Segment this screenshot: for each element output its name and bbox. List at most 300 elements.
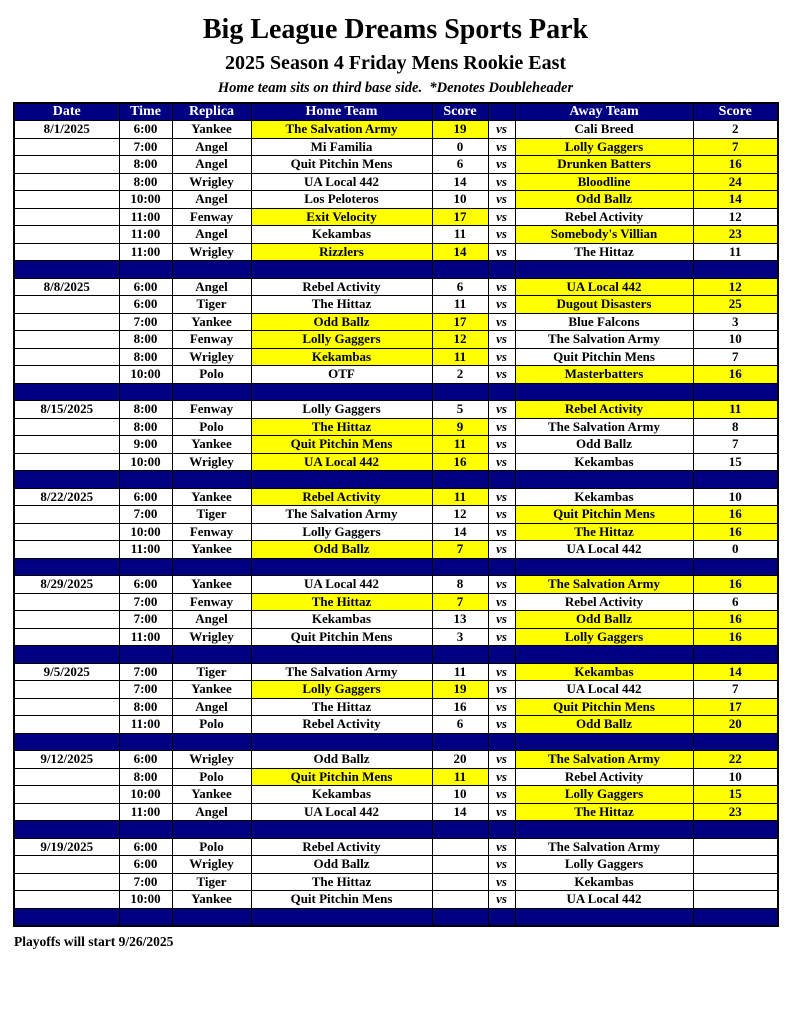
date-cell <box>14 436 119 454</box>
separator-cell <box>432 261 488 279</box>
game-row <box>14 278 778 296</box>
home-score-cell: 13 <box>432 611 488 629</box>
column-header-time: Time <box>119 103 172 121</box>
replica-cell: Polo <box>172 716 251 734</box>
away-score-cell: 14 <box>693 191 778 209</box>
date-cell <box>14 173 119 191</box>
separator-cell <box>119 383 172 401</box>
time-cell: 6:00 <box>119 278 172 296</box>
home-score-cell: 11 <box>432 436 488 454</box>
separator-cell <box>14 261 119 279</box>
separator-cell <box>14 646 119 664</box>
separator-cell <box>119 733 172 751</box>
away-team-cell: Somebody's Villian <box>515 226 693 244</box>
date-cell: 8/15/2025 <box>14 401 119 419</box>
away-score-cell: 16 <box>693 156 778 174</box>
away-score-cell: 22 <box>693 751 778 769</box>
away-team-cell: Rebel Activity <box>515 593 693 611</box>
time-cell: 8:00 <box>119 418 172 436</box>
away-team-cell: The Salvation Army <box>515 751 693 769</box>
home-team-cell: UA Local 442 <box>251 173 432 191</box>
page-title: Big League Dreams Sports Park <box>202 14 589 45</box>
home-team-cell: Los Peloteros <box>251 191 432 209</box>
home-team-cell: Kekambas <box>251 611 432 629</box>
game-row <box>14 786 778 804</box>
replica-cell: Tiger <box>172 663 251 681</box>
home-score-cell: 2 <box>432 366 488 384</box>
replica-cell: Yankee <box>172 541 251 559</box>
vs-cell: vs <box>488 436 515 454</box>
date-cell <box>14 786 119 804</box>
replica-cell: Fenway <box>172 401 251 419</box>
home-score-cell: 12 <box>432 506 488 524</box>
page-subtitle: 2025 Season 4 Friday Mens Rookie East <box>224 51 567 74</box>
away-team-cell: The Salvation Army <box>515 576 693 594</box>
replica-cell: Yankee <box>172 436 251 454</box>
date-cell <box>14 138 119 156</box>
game-row <box>14 173 778 191</box>
separator-cell <box>515 383 693 401</box>
away-team-cell: Odd Ballz <box>515 716 693 734</box>
away-team-cell: Kekambas <box>515 663 693 681</box>
away-team-cell: Quit Pitchin Mens <box>515 348 693 366</box>
date-cell: 8/8/2025 <box>14 278 119 296</box>
date-cell <box>14 628 119 646</box>
home-team-cell: The Hittaz <box>251 296 432 314</box>
home-team-cell: The Hittaz <box>251 873 432 891</box>
replica-cell: Angel <box>172 803 251 821</box>
away-score-cell: 17 <box>693 698 778 716</box>
date-cell <box>14 366 119 384</box>
home-score-cell <box>432 838 488 856</box>
game-row <box>14 751 778 769</box>
home-team-cell: Mi Familia <box>251 138 432 156</box>
home-score-cell: 14 <box>432 523 488 541</box>
home-score-cell: 11 <box>432 348 488 366</box>
home-team-cell: Odd Ballz <box>251 313 432 331</box>
separator-cell <box>693 733 778 751</box>
time-cell: 8:00 <box>119 698 172 716</box>
away-score-cell: 2 <box>693 121 778 139</box>
separator-cell <box>172 471 251 489</box>
time-cell: 10:00 <box>119 453 172 471</box>
away-score-cell: 11 <box>693 401 778 419</box>
away-team-cell: Odd Ballz <box>515 436 693 454</box>
separator-cell <box>251 558 432 576</box>
replica-cell: Fenway <box>172 523 251 541</box>
away-team-cell: Lolly Gaggers <box>515 856 693 874</box>
away-score-cell: 0 <box>693 541 778 559</box>
date-cell <box>14 331 119 349</box>
game-row <box>14 628 778 646</box>
separator-cell <box>515 558 693 576</box>
away-score-cell: 12 <box>693 208 778 226</box>
vs-cell: vs <box>488 628 515 646</box>
replica-cell: Tiger <box>172 873 251 891</box>
away-team-cell: Kekambas <box>515 488 693 506</box>
separator-cell <box>251 908 432 926</box>
separator-cell <box>14 471 119 489</box>
game-row <box>14 681 778 699</box>
home-score-cell: 10 <box>432 191 488 209</box>
home-team-cell: The Salvation Army <box>251 506 432 524</box>
separator-cell <box>432 908 488 926</box>
home-score-cell: 7 <box>432 541 488 559</box>
replica-cell: Yankee <box>172 576 251 594</box>
date-cell <box>14 681 119 699</box>
date-cell <box>14 873 119 891</box>
separator-cell <box>172 383 251 401</box>
game-row <box>14 873 778 891</box>
home-team-cell: Quit Pitchin Mens <box>251 436 432 454</box>
away-score-cell: 10 <box>693 488 778 506</box>
date-cell <box>14 453 119 471</box>
away-score-cell <box>693 838 778 856</box>
separator-cell <box>488 383 515 401</box>
home-team-cell: Kekambas <box>251 226 432 244</box>
time-cell: 8:00 <box>119 348 172 366</box>
date-cell <box>14 541 119 559</box>
replica-cell: Fenway <box>172 593 251 611</box>
time-cell: 6:00 <box>119 121 172 139</box>
date-cell: 9/19/2025 <box>14 838 119 856</box>
date-cell <box>14 891 119 909</box>
home-team-cell: Rizzlers <box>251 243 432 261</box>
replica-cell: Polo <box>172 366 251 384</box>
time-cell: 7:00 <box>119 873 172 891</box>
column-header-home-score: Score <box>432 103 488 121</box>
away-team-cell: Drunken Batters <box>515 156 693 174</box>
vs-cell: vs <box>488 873 515 891</box>
home-score-cell: 6 <box>432 716 488 734</box>
game-row <box>14 856 778 874</box>
separator-cell <box>14 383 119 401</box>
game-row <box>14 716 778 734</box>
time-cell: 11:00 <box>119 226 172 244</box>
separator-cell <box>488 821 515 839</box>
group-separator-row <box>14 558 778 576</box>
date-cell <box>14 593 119 611</box>
date-cell <box>14 348 119 366</box>
away-score-cell: 25 <box>693 296 778 314</box>
date-cell <box>14 856 119 874</box>
separator-cell <box>693 383 778 401</box>
date-cell <box>14 191 119 209</box>
away-team-cell: Odd Ballz <box>515 611 693 629</box>
vs-cell: vs <box>488 786 515 804</box>
vs-cell: vs <box>488 506 515 524</box>
away-team-cell: Kekambas <box>515 873 693 891</box>
home-team-cell: Rebel Activity <box>251 838 432 856</box>
time-cell: 11:00 <box>119 716 172 734</box>
replica-cell: Polo <box>172 768 251 786</box>
time-cell: 10:00 <box>119 891 172 909</box>
away-score-cell: 16 <box>693 576 778 594</box>
time-cell: 6:00 <box>119 751 172 769</box>
replica-cell: Yankee <box>172 891 251 909</box>
replica-cell: Angel <box>172 278 251 296</box>
vs-cell: vs <box>488 681 515 699</box>
date-cell <box>14 418 119 436</box>
time-cell: 6:00 <box>119 856 172 874</box>
home-team-cell: Quit Pitchin Mens <box>251 156 432 174</box>
home-score-cell: 7 <box>432 593 488 611</box>
vs-cell: vs <box>488 716 515 734</box>
separator-cell <box>119 908 172 926</box>
time-cell: 10:00 <box>119 191 172 209</box>
away-team-cell: Lolly Gaggers <box>515 138 693 156</box>
vs-cell: vs <box>488 541 515 559</box>
game-row <box>14 296 778 314</box>
home-team-cell: Rebel Activity <box>251 488 432 506</box>
time-cell: 10:00 <box>119 366 172 384</box>
vs-cell: vs <box>488 611 515 629</box>
time-cell: 7:00 <box>119 611 172 629</box>
home-team-note: Home team sits on third base side. *Denotes Doubleheader <box>217 79 574 96</box>
time-cell: 10:00 <box>119 523 172 541</box>
away-team-cell: Lolly Gaggers <box>515 628 693 646</box>
replica-cell: Wrigley <box>172 751 251 769</box>
date-cell <box>14 716 119 734</box>
game-row <box>14 418 778 436</box>
separator-cell <box>693 558 778 576</box>
home-team-cell: Lolly Gaggers <box>251 681 432 699</box>
time-cell: 11:00 <box>119 208 172 226</box>
away-team-cell: Rebel Activity <box>515 208 693 226</box>
away-team-cell: Blue Falcons <box>515 313 693 331</box>
vs-cell: vs <box>488 576 515 594</box>
group-separator-row <box>14 471 778 489</box>
schedule-body <box>14 121 778 927</box>
away-score-cell: 16 <box>693 611 778 629</box>
game-row <box>14 891 778 909</box>
home-team-cell: Kekambas <box>251 348 432 366</box>
date-cell: 9/12/2025 <box>14 751 119 769</box>
home-team-cell: Quit Pitchin Mens <box>251 891 432 909</box>
home-score-cell: 14 <box>432 243 488 261</box>
separator-cell <box>251 471 432 489</box>
time-cell: 6:00 <box>119 576 172 594</box>
schedule-table <box>13 102 779 928</box>
away-team-cell: Odd Ballz <box>515 191 693 209</box>
date-cell: 8/29/2025 <box>14 576 119 594</box>
vs-cell: vs <box>488 121 515 139</box>
date-cell <box>14 208 119 226</box>
separator-cell <box>488 646 515 664</box>
replica-cell: Yankee <box>172 313 251 331</box>
away-score-cell: 14 <box>693 663 778 681</box>
vs-cell: vs <box>488 243 515 261</box>
away-score-cell <box>693 891 778 909</box>
replica-cell: Yankee <box>172 121 251 139</box>
time-cell: 7:00 <box>119 506 172 524</box>
home-score-cell: 3 <box>432 628 488 646</box>
group-separator-row <box>14 821 778 839</box>
vs-cell: vs <box>488 296 515 314</box>
vs-cell: vs <box>488 366 515 384</box>
date-cell <box>14 296 119 314</box>
away-score-cell: 7 <box>693 138 778 156</box>
replica-cell: Angel <box>172 698 251 716</box>
separator-cell <box>488 471 515 489</box>
home-score-cell: 12 <box>432 331 488 349</box>
game-row <box>14 803 778 821</box>
separator-cell <box>693 261 778 279</box>
game-row <box>14 401 778 419</box>
vs-cell: vs <box>488 313 515 331</box>
vs-cell: vs <box>488 488 515 506</box>
replica-cell: Wrigley <box>172 453 251 471</box>
separator-cell <box>693 471 778 489</box>
separator-cell <box>14 558 119 576</box>
game-row <box>14 541 778 559</box>
separator-cell <box>119 821 172 839</box>
separator-cell <box>172 821 251 839</box>
away-team-cell: Dugout Disasters <box>515 296 693 314</box>
header-row <box>14 103 778 121</box>
group-separator-row <box>14 908 778 926</box>
replica-cell: Fenway <box>172 331 251 349</box>
game-row <box>14 191 778 209</box>
vs-cell: vs <box>488 226 515 244</box>
away-team-cell: Kekambas <box>515 453 693 471</box>
away-team-cell: Lolly Gaggers <box>515 786 693 804</box>
playoffs-note: Playoffs will start 9/26/2025 <box>14 934 174 950</box>
group-separator-row <box>14 383 778 401</box>
separator-cell <box>14 908 119 926</box>
vs-cell: vs <box>488 278 515 296</box>
home-team-cell: Lolly Gaggers <box>251 401 432 419</box>
away-team-cell: UA Local 442 <box>515 278 693 296</box>
column-header-away-team: Away Team <box>515 103 693 121</box>
away-score-cell: 7 <box>693 681 778 699</box>
replica-cell: Tiger <box>172 296 251 314</box>
away-team-cell: The Salvation Army <box>515 418 693 436</box>
replica-cell: Wrigley <box>172 856 251 874</box>
home-score-cell: 0 <box>432 138 488 156</box>
home-score-cell: 11 <box>432 488 488 506</box>
time-cell: 9:00 <box>119 436 172 454</box>
vs-cell: vs <box>488 453 515 471</box>
time-cell: 11:00 <box>119 628 172 646</box>
game-row <box>14 121 778 139</box>
home-team-cell: UA Local 442 <box>251 576 432 594</box>
home-score-cell: 6 <box>432 156 488 174</box>
replica-cell: Polo <box>172 418 251 436</box>
separator-cell <box>119 646 172 664</box>
group-separator-row <box>14 733 778 751</box>
away-score-cell: 10 <box>693 768 778 786</box>
away-score-cell: 3 <box>693 313 778 331</box>
game-row <box>14 698 778 716</box>
separator-cell <box>515 733 693 751</box>
away-score-cell: 16 <box>693 366 778 384</box>
separator-cell <box>251 383 432 401</box>
time-cell: 11:00 <box>119 803 172 821</box>
separator-cell <box>432 646 488 664</box>
game-row <box>14 488 778 506</box>
away-score-cell: 15 <box>693 453 778 471</box>
date-cell <box>14 506 119 524</box>
separator-cell <box>119 471 172 489</box>
away-score-cell <box>693 856 778 874</box>
home-team-cell: The Salvation Army <box>251 121 432 139</box>
column-header-date: Date <box>14 103 119 121</box>
separator-cell <box>172 733 251 751</box>
separator-cell <box>172 908 251 926</box>
time-cell: 11:00 <box>119 243 172 261</box>
date-cell <box>14 313 119 331</box>
away-score-cell: 23 <box>693 803 778 821</box>
separator-cell <box>515 821 693 839</box>
date-cell <box>14 698 119 716</box>
vs-cell: vs <box>488 401 515 419</box>
vs-cell: vs <box>488 891 515 909</box>
time-cell: 8:00 <box>119 331 172 349</box>
home-team-cell: UA Local 442 <box>251 453 432 471</box>
date-cell <box>14 226 119 244</box>
separator-cell <box>693 821 778 839</box>
game-row <box>14 663 778 681</box>
game-row <box>14 243 778 261</box>
away-team-cell: Rebel Activity <box>515 768 693 786</box>
time-cell: 10:00 <box>119 786 172 804</box>
home-team-cell: Quit Pitchin Mens <box>251 768 432 786</box>
separator-cell <box>432 558 488 576</box>
vs-cell: vs <box>488 751 515 769</box>
time-cell: 8:00 <box>119 156 172 174</box>
home-score-cell <box>432 856 488 874</box>
game-row <box>14 226 778 244</box>
away-team-cell: The Hittaz <box>515 803 693 821</box>
away-score-cell: 6 <box>693 593 778 611</box>
away-score-cell: 7 <box>693 436 778 454</box>
separator-cell <box>251 821 432 839</box>
away-score-cell: 20 <box>693 716 778 734</box>
away-score-cell: 16 <box>693 506 778 524</box>
home-score-cell <box>432 873 488 891</box>
away-team-cell: The Salvation Army <box>515 331 693 349</box>
game-row <box>14 208 778 226</box>
time-cell: 11:00 <box>119 541 172 559</box>
home-score-cell: 11 <box>432 226 488 244</box>
game-row <box>14 838 778 856</box>
time-cell: 6:00 <box>119 296 172 314</box>
game-row <box>14 348 778 366</box>
column-header-replica: Replica <box>172 103 251 121</box>
date-cell <box>14 523 119 541</box>
replica-cell: Tiger <box>172 506 251 524</box>
replica-cell: Wrigley <box>172 348 251 366</box>
game-row <box>14 523 778 541</box>
time-cell: 7:00 <box>119 593 172 611</box>
home-score-cell: 8 <box>432 576 488 594</box>
separator-cell <box>488 733 515 751</box>
separator-cell <box>14 733 119 751</box>
separator-cell <box>172 261 251 279</box>
time-cell: 7:00 <box>119 313 172 331</box>
home-score-cell: 17 <box>432 313 488 331</box>
separator-cell <box>172 558 251 576</box>
separator-cell <box>515 471 693 489</box>
home-score-cell: 16 <box>432 453 488 471</box>
home-team-cell: Exit Velocity <box>251 208 432 226</box>
column-header-vs <box>488 103 515 121</box>
game-row <box>14 436 778 454</box>
separator-cell <box>251 733 432 751</box>
replica-cell: Angel <box>172 226 251 244</box>
separator-cell <box>515 261 693 279</box>
